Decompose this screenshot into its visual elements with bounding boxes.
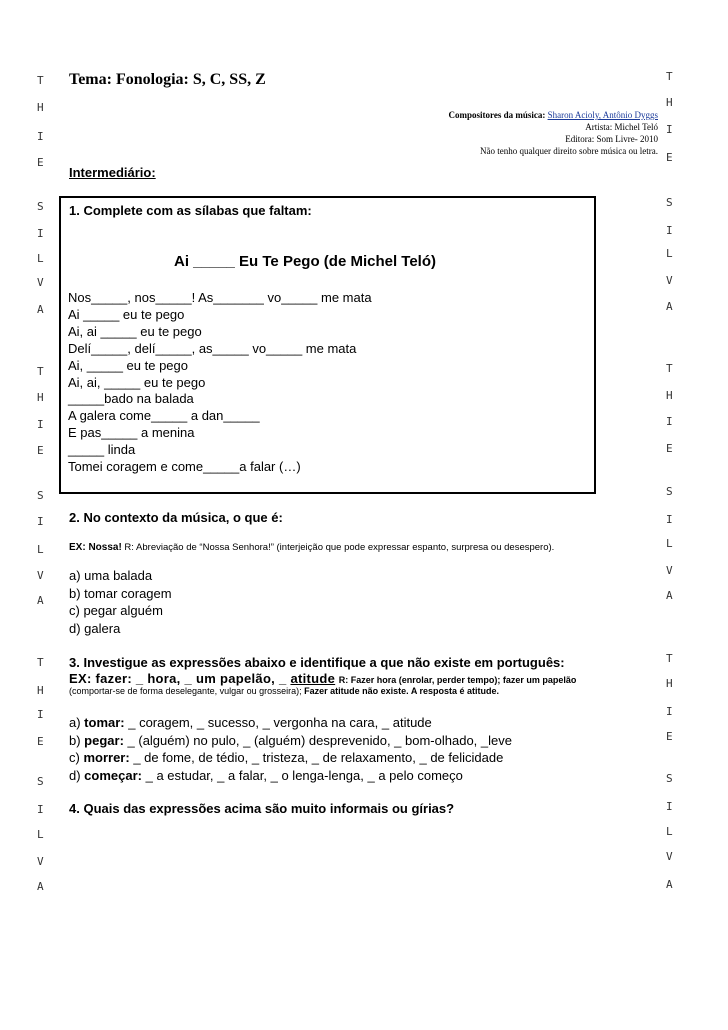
margin-letter: E bbox=[37, 735, 44, 748]
margin-letter: T bbox=[37, 74, 44, 87]
margin-letter: H bbox=[666, 96, 673, 109]
lyric-line: Ai, ai _____ eu te pego bbox=[68, 323, 202, 339]
margin-letter: H bbox=[37, 684, 44, 697]
margin-letter: V bbox=[37, 569, 44, 582]
item-verb: pegar: bbox=[84, 732, 124, 748]
lyric-line: _____bado na balada bbox=[68, 391, 194, 407]
margin-letter: E bbox=[37, 156, 44, 169]
margin-letter: S bbox=[37, 775, 44, 788]
margin-letter: V bbox=[37, 276, 44, 289]
exercise-3-items bbox=[69, 714, 512, 784]
margin-letter: A bbox=[666, 878, 673, 891]
option-item: c) pegar alguém bbox=[69, 603, 163, 618]
margin-letter: T bbox=[666, 362, 673, 375]
margin-letter: S bbox=[37, 489, 44, 502]
margin-letter: H bbox=[666, 677, 673, 690]
item-verb: tomar: bbox=[84, 715, 125, 730]
margin-letter: S bbox=[666, 772, 673, 785]
margin-letter: A bbox=[37, 303, 44, 316]
margin-letter: A bbox=[37, 594, 44, 607]
margin-letter: H bbox=[666, 389, 673, 402]
example-text: R: Abreviação de “Nossa Senhora!” (interjeição que pode expressar espanto, surpresa ou desespero). bbox=[121, 542, 555, 553]
margin-letter: I bbox=[666, 123, 673, 136]
margin-letter: I bbox=[37, 130, 44, 143]
margin-letter: L bbox=[666, 825, 673, 838]
lyric-line: _____ linda bbox=[68, 442, 136, 458]
margin-letter: T bbox=[666, 70, 673, 83]
margin-letter: I bbox=[37, 803, 44, 816]
example-underlined: atitude bbox=[290, 671, 336, 686]
margin-letter: E bbox=[666, 730, 673, 743]
exercise-3-example bbox=[69, 671, 659, 686]
margin-letter: I bbox=[37, 418, 44, 431]
example-answer: R: Fazer hora (enrolar, perder tempo); fazer um papelão bbox=[338, 675, 577, 685]
composers-label: Compositores da música: bbox=[448, 110, 546, 120]
item-prefix: a) bbox=[69, 715, 85, 730]
artist-credit: Artista: Michel Teló bbox=[585, 122, 658, 132]
margin-letter: I bbox=[666, 224, 673, 237]
margin-letter: S bbox=[666, 196, 673, 209]
lyric-line: E pas_____ a menina bbox=[68, 425, 195, 441]
disclaimer: Não tenho qualquer direito sobre música ou letra. bbox=[480, 146, 658, 156]
margin-letter: H bbox=[37, 101, 44, 114]
song-credits bbox=[298, 109, 658, 157]
exercise-1-title: 1. Complete com as sílabas que faltam: bbox=[69, 203, 312, 218]
lyric-line: Delí_____, delí_____, as_____ vo_____ me mata bbox=[68, 340, 357, 356]
margin-letter: E bbox=[666, 151, 673, 164]
margin-letter: E bbox=[666, 442, 673, 455]
margin-letter: T bbox=[666, 652, 673, 665]
option-item: a) uma balada bbox=[69, 568, 153, 583]
composers-link[interactable]: Sharon Acioly, Antônio Dyggs bbox=[547, 110, 658, 120]
margin-letter: L bbox=[37, 543, 44, 556]
item-verb: morrer: bbox=[83, 750, 130, 766]
margin-letter: T bbox=[37, 656, 44, 669]
lyric-line: Tomei coragem e come_____a falar (…) bbox=[68, 459, 301, 475]
lyric-line: A galera come_____ a dan_____ bbox=[68, 408, 260, 424]
margin-letter: V bbox=[666, 274, 673, 287]
lyric-line: Ai, _____ eu te pego bbox=[68, 357, 188, 373]
margin-letter: L bbox=[37, 828, 44, 841]
expression-item bbox=[69, 714, 512, 732]
exercise-3-title: 3. Investigue as expressões abaixo e identifique a que não existe em português: bbox=[69, 655, 565, 670]
example-cont-bold: Fazer atitude não existe. A resposta é atitude. bbox=[304, 686, 500, 696]
exercise-2-options bbox=[69, 567, 172, 637]
expression-item bbox=[69, 749, 512, 767]
margin-letter: I bbox=[666, 705, 673, 718]
margin-letter: A bbox=[37, 880, 44, 893]
example-prefix: EX: fazer: _ hora, _ um papelão, _ bbox=[69, 671, 291, 686]
lyric-line: Nos_____, nos_____! As_______ vo_____ me mata bbox=[68, 290, 372, 305]
margin-letter: I bbox=[666, 800, 673, 813]
item-prefix: b) bbox=[69, 732, 85, 748]
margin-letter: A bbox=[666, 300, 673, 313]
margin-letter: I bbox=[37, 515, 44, 528]
margin-letter: I bbox=[37, 227, 44, 240]
exercise-3-example-cont bbox=[69, 686, 499, 696]
song-title: Ai _____ Eu Te Pego (de Michel Teló) bbox=[174, 253, 437, 270]
item-prefix: c) bbox=[69, 750, 84, 766]
lyric-line: Ai _____ eu te pego bbox=[68, 306, 185, 322]
margin-letter: V bbox=[37, 855, 44, 868]
margin-letter: V bbox=[666, 850, 673, 863]
exercise-4-title: 4. Quais das expressões acima são muito informais ou gírias? bbox=[69, 801, 455, 816]
margin-letter: I bbox=[37, 708, 44, 721]
margin-letter: L bbox=[37, 252, 44, 265]
item-prefix: d) bbox=[69, 767, 85, 783]
option-item: d) galera bbox=[69, 620, 121, 636]
margin-letter: S bbox=[666, 485, 673, 498]
margin-letter: S bbox=[37, 200, 44, 213]
item-options: _ coragem, _ sucesso, _ vergonha na cara, _ atitude bbox=[124, 715, 432, 730]
option-item: b) tomar coragem bbox=[69, 585, 172, 601]
margin-letter: T bbox=[37, 365, 44, 378]
margin-letter: L bbox=[666, 247, 673, 260]
margin-letter: I bbox=[666, 415, 673, 428]
lyric-line: Ai, ai, _____ eu te pego bbox=[68, 374, 206, 390]
expression-item bbox=[69, 767, 512, 785]
margin-letter: I bbox=[666, 513, 673, 526]
margin-letter: H bbox=[37, 391, 44, 404]
margin-letter: E bbox=[37, 444, 44, 457]
expression-item bbox=[69, 732, 512, 750]
item-options: _ (alguém) no pulo, _ (alguém) desprevenido, _ bom-olhado, _leve bbox=[123, 732, 512, 748]
exercise-2-title: 2. No contexto da música, o que é: bbox=[69, 510, 283, 525]
item-options: _ de fome, de tédio, _ tristeza, _ de relaxamento, _ de felicidade bbox=[129, 750, 504, 766]
song-lyrics bbox=[68, 290, 372, 476]
publisher-credit: Editora: Som Livre- 2010 bbox=[565, 134, 658, 144]
item-options: _ a estudar, _ a falar, _ o lenga-lenga, _ a pelo começo bbox=[141, 767, 463, 783]
level-heading: Intermediário: bbox=[69, 165, 156, 180]
exercise-2-example bbox=[69, 542, 554, 553]
example-cont: (comportar-se de forma deselegante, vulgar ou grosseira); bbox=[69, 686, 305, 696]
margin-letter: A bbox=[666, 589, 673, 602]
example-label: EX: Nossa! bbox=[69, 542, 122, 553]
margin-letter: L bbox=[666, 537, 673, 550]
item-verb: começar: bbox=[84, 767, 142, 783]
page-title: Tema: Fonologia: S, C, SS, Z bbox=[69, 71, 266, 88]
margin-letter: V bbox=[666, 564, 673, 577]
